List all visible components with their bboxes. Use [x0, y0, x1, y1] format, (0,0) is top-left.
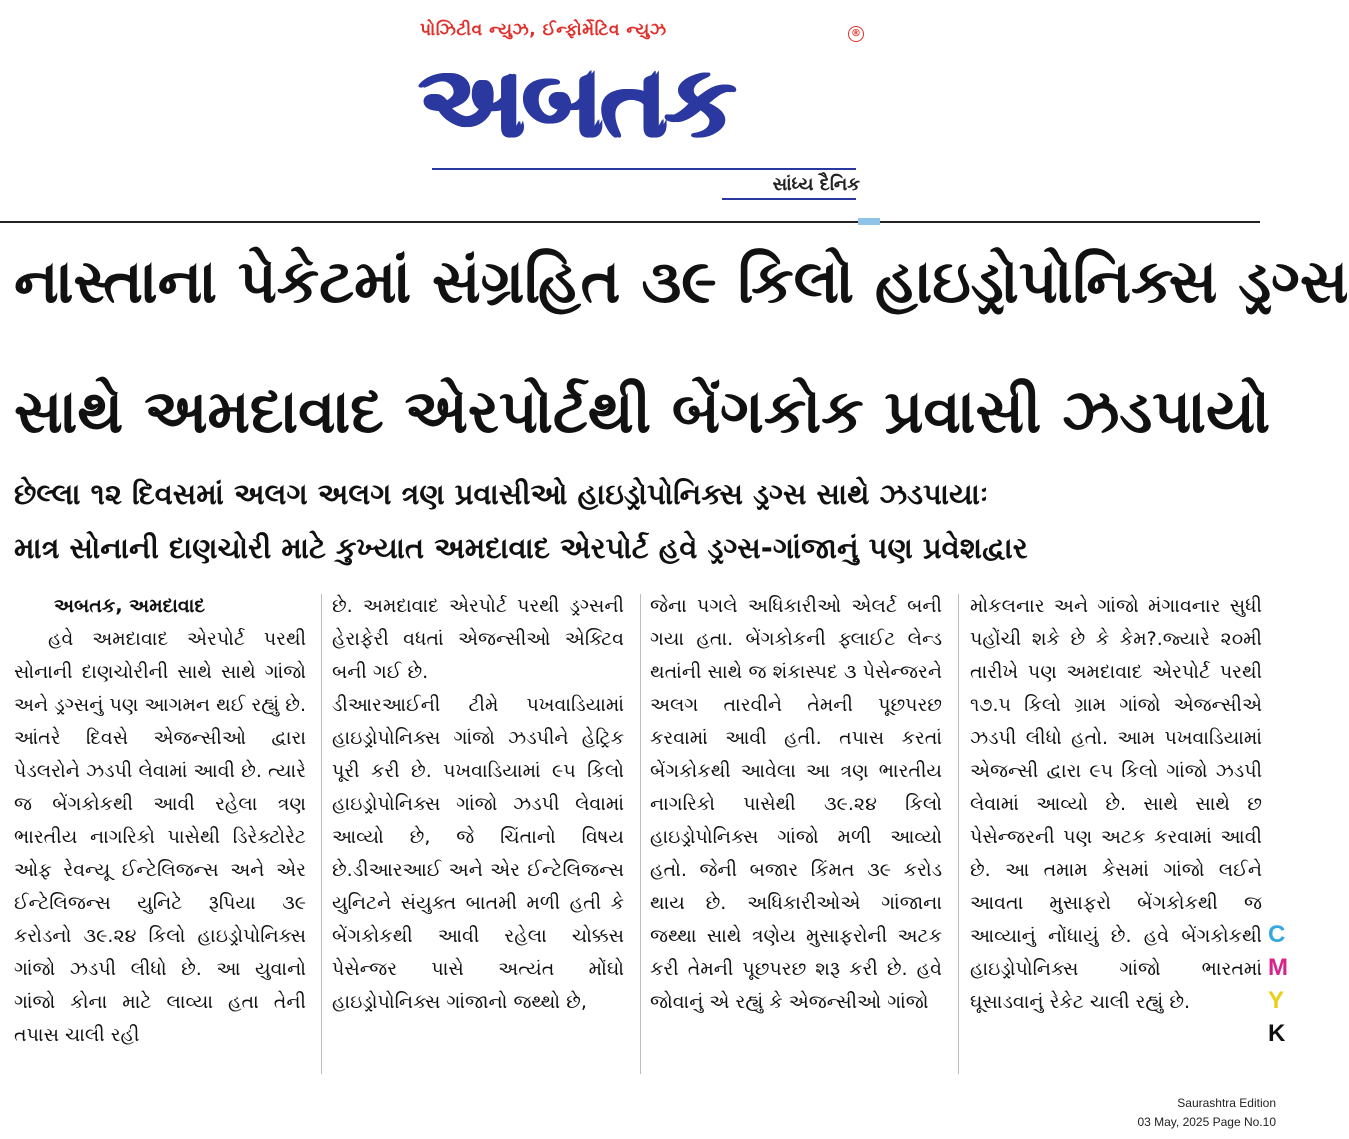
article-column-4 — [970, 590, 1262, 1080]
registration-letter-k: K — [1268, 1020, 1286, 1047]
article-column-3-text: જેના પગલે અધિકારીઓ એલર્ટ બની ગયા હતા. બેંગકોકની ફ્લાઈટ લેન્ડ થતાંની સાથે જ શંકાસ્પદ ૩ પેસેન્જરને અલગ તારવીને તેમની પૂછપરછ કરવામાં આવી હતી. તપાસ કરતાં બેંગકોકથી આવેલા આ ત્રણ ભારતીય નાગરિકો પાસેથી ૩૯.૨૪ કિલો હાઇડ્રોપોનિક્સ ગાંજો મળી આવ્યો હતો. જેની બજાર કિંમત ૩૯ કરોડ થાય છે. અધિકારીઓએ ગાંજાના જથ્થા સાથે ત્રણેય મુસાફરોની અટક કરી તેમની પૂછપરછ શરૂ કરી છે. હવે જોવાનું એ રહ્યું કે એજન્સીઓ ગાંજો — [650, 595, 942, 1013]
registration-letter-y: Y — [1268, 987, 1285, 1014]
article-column-2 — [332, 590, 624, 1080]
subheadline-2: માત્ર સોનાની દાણચોરી માટે કુખ્યાત અમદાવાદ એરપોર્ટ હવે ડ્રગ્સ-ગાંજાનું પણ પ્રવેશદ્વાર — [14, 531, 1028, 565]
column-divider — [321, 594, 322, 1074]
color-registration-marks — [1268, 918, 1288, 1058]
article-column-1-text: હવે અમદાવાદ એરપોર્ટ પરથી સોનાની દાણચોરીની સાથે સાથે ગાંજો અને ડ્રગ્સનું પણ આગમન થઈ રહ્યું છે. આંતરે દિવસે એજન્સીઓ દ્વારા પેડલરોને ઝડપી લેવામાં આવી છે. ત્યારે જ બેંગકોકથી આવી રહેલા ત્રણ ભારતીય નાગરિકો પાસેથી ડિરેક્ટોરેટ ઓફ રેવન્યૂ ઈન્ટેલિજન્સ અને એર ઈન્ટેલિજન્સ યુનિટે રૂપિયા ૩૯ કરોડનો ૩૯.૨૪ કિલો હાઇડ્રોપોનિક્સ ગાંજો ઝડપી લીધો છે. આ યુવાનો ગાંજો કોના માટે લાવ્યા હતા તેની તપાસ ચાલી રહી — [14, 628, 306, 1046]
masthead-subtitle: સાંધ્ય દૈનિક — [772, 174, 860, 195]
registration-letter-c: C — [1268, 921, 1286, 948]
subheadline-1: છેલ્લા ૧૨ દિવસમાં અલગ અલગ ત્રણ પ્રવાસીઓ હાઇડ્રોપોનિક્સ ડ્રગ્સ સાથે ઝડપાયાઃ — [14, 477, 989, 511]
article-body — [14, 590, 1264, 1080]
article-column-1 — [14, 590, 306, 1080]
article-dateline: અબતક, અમદાવાદ — [54, 595, 205, 617]
article-column-2-text: છે. અમદાવાદ એરપોર્ટ પરથી ડ્રગ્સની હેરાફેરી વધતાં એજન્સીઓ એક્ટિવ બની ગઈ છે. ડીઆરઆઈની ટીમે પખવાડિયામાં હાઇડ્રોપોનિક્સ ગાંજો ઝડપીને હેટ્રિક પૂરી કરી છે. પખવાડિયામાં ૯૫ કિલો હાઇડ્રોપોનિક્સ ગાંજો ઝડપી લેવામાં આવ્યો છે, જે ચિંતાનો વિષય છે.ડીઆરઆઈ અને એર ઈન્ટેલિજન્સ યુનિટને સંયુક્ત બાતમી મળી હતી કે બેંગકોકથી આવી રહેલા ચોક્કસ પેસેન્જર પાસે અત્યંત મોંઘો હાઇડ્રોપોનિક્સ ગાંજાનો જથ્થો છે, — [332, 595, 624, 1013]
edition-name: Saurashtra Edition — [1177, 1096, 1276, 1110]
headline-line-2: સાથે અમદાવાદ એરપોર્ટથી બેંગકોક પ્રવાસી ઝડપાયો — [14, 377, 1271, 447]
column-divider — [958, 594, 959, 1074]
masthead-divider — [0, 221, 1260, 223]
headline-line-1: નાસ્તાના પેકેટમાં સંગ્રહિત ૩૯ કિલો હાઇડ્રોપોનિક્સ ડ્રગ્સ — [14, 247, 1349, 317]
edition-date-page: 03 May, 2025 Page No.10 — [1137, 1115, 1276, 1129]
fold-marker — [858, 218, 880, 225]
newspaper-logo: અબતક — [418, 43, 733, 160]
registered-mark-icon: ® — [848, 26, 864, 42]
article-column-3 — [650, 590, 942, 1080]
article-column-4-text: મોકલનાર અને ગાંજો મંગાવનાર સુધી પહોંચી શકે છે કે કેમ?.જ્યારે ૨૦મી તારીખે પણ અમદાવાદ એરપોર્ટ પરથી ૧૭.૫ કિલો ગ્રામ ગાંજો એજન્સીએ ઝડપી લીધો હતો. આમ પખવાડિયામાં એજન્સી દ્વારા ૯૫ કિલો ગાંજો ઝડપી લેવામાં આવ્યો છે. સાથે સાથે છ પેસેન્જરની પણ અટક કરવામાં આવી છે. આ તમામ કેસમાં ગાંજો લઈને આવતા મુસાફરો બેંગકોકથી જ આવ્યાનું નોંધાયું છે. હવે બેંગકોકથી હાઇડ્રોપોનિક્સ ગાંજો ભારતમાં ઘૂસાડવાનું રેકેટ ચાલી રહ્યું છે. — [970, 595, 1262, 1013]
column-divider — [640, 594, 641, 1074]
masthead-tagline: પોઝિટીવ ન્યુઝ, ઈન્ફોર્મેટિવ ન્યુઝ — [420, 20, 667, 40]
registration-letter-m: M — [1268, 954, 1288, 981]
masthead — [0, 0, 1283, 222]
subtitle-underline — [722, 198, 856, 200]
logo-underline — [432, 168, 856, 170]
edition-footer — [1080, 1094, 1276, 1132]
